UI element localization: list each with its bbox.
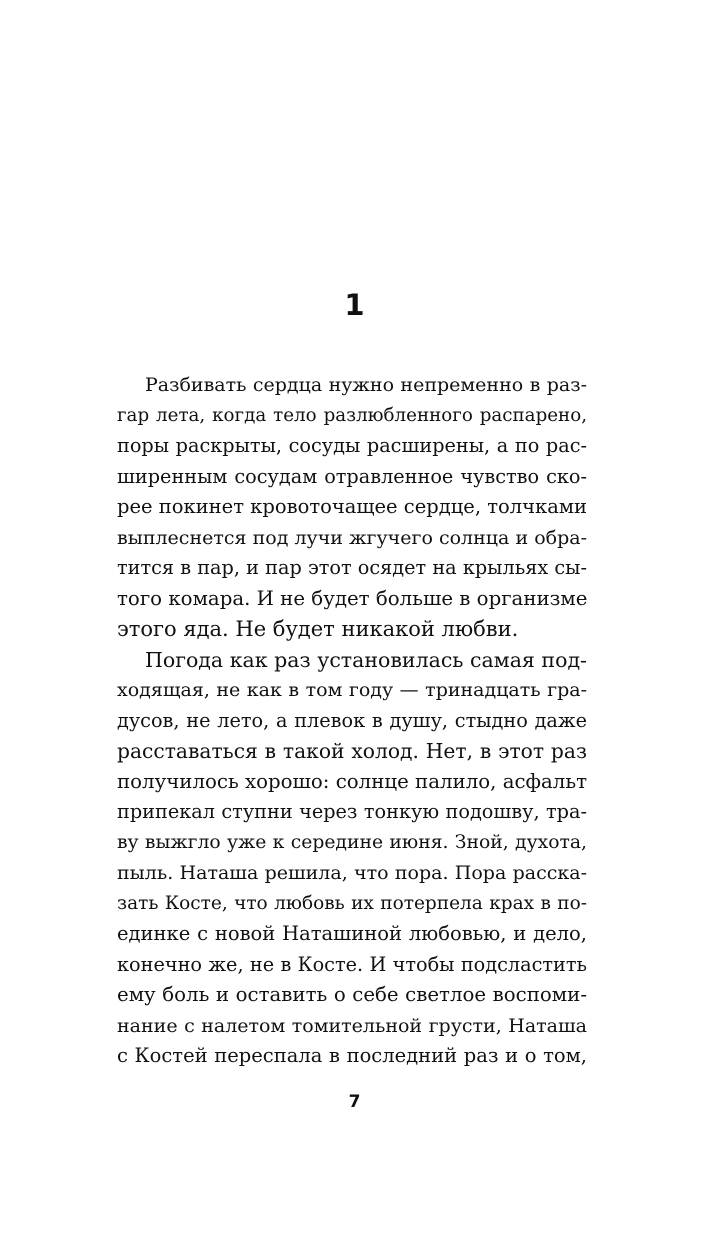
text-line: припекал ступни через тонкую подошву, тра- bbox=[117, 800, 587, 823]
text-line: конечно же, не в Косте. И чтобы подсластить bbox=[117, 952, 587, 976]
text-line: пыль. Наташа решила, что пора. Пора расска- bbox=[117, 862, 587, 884]
text-line: расставаться в такой холод. Нет, в этот раз bbox=[117, 739, 587, 763]
chapter-number: 1 bbox=[344, 288, 365, 322]
text-line: ему боль и оставить о себе светлое воспоми- bbox=[117, 983, 587, 1006]
text-line: ву выжгло уже к середине июня. Зной, духота, bbox=[117, 831, 587, 853]
paragraph bbox=[117, 370, 587, 645]
text-line: выплеснется под лучи жгучего солнца и обра- bbox=[117, 526, 587, 549]
text-line: тится в пар, и пар этот осядет на крыльях сы- bbox=[117, 556, 587, 579]
text-line: ходящая, не как в том году — тринадцать гра- bbox=[117, 679, 587, 701]
text-line: рее покинет кровоточащее сердце, толчками bbox=[117, 495, 587, 518]
text-line: того комара. И не будет больше в организме bbox=[117, 586, 588, 610]
page-number: 7 bbox=[348, 1092, 361, 1112]
text-line: поры раскрыты, сосуды расширены, а по рас- bbox=[117, 434, 587, 457]
text-line: единке с новой Наташиной любовью, и дело, bbox=[117, 922, 587, 945]
text-line: Погода как раз установилась самая под- bbox=[145, 647, 587, 672]
text-line: получилось хорошо: солнце палило, асфальт bbox=[117, 769, 587, 793]
text-line: этого яда. Не будет никакой любви. bbox=[117, 617, 519, 641]
text-line: зать Косте, что любовь их потерпела крах в по- bbox=[117, 892, 587, 914]
text-line: ширенным сосудам отравленное чувство ско- bbox=[117, 464, 587, 488]
text-line: с Костей переспала в последний раз и о том, bbox=[117, 1044, 587, 1067]
text-line: нание с налетом томительной грусти, Наташа bbox=[117, 1014, 587, 1037]
paragraph bbox=[117, 645, 587, 1072]
body-text bbox=[117, 370, 587, 1072]
text-line: гар лета, когда тело разлюбленного распарено, bbox=[117, 404, 587, 426]
text-line: дусов, не лето, а плевок в душу, стыдно даже bbox=[117, 708, 587, 732]
text-line: Разбивать сердца нужно непременно в раз- bbox=[145, 374, 587, 396]
